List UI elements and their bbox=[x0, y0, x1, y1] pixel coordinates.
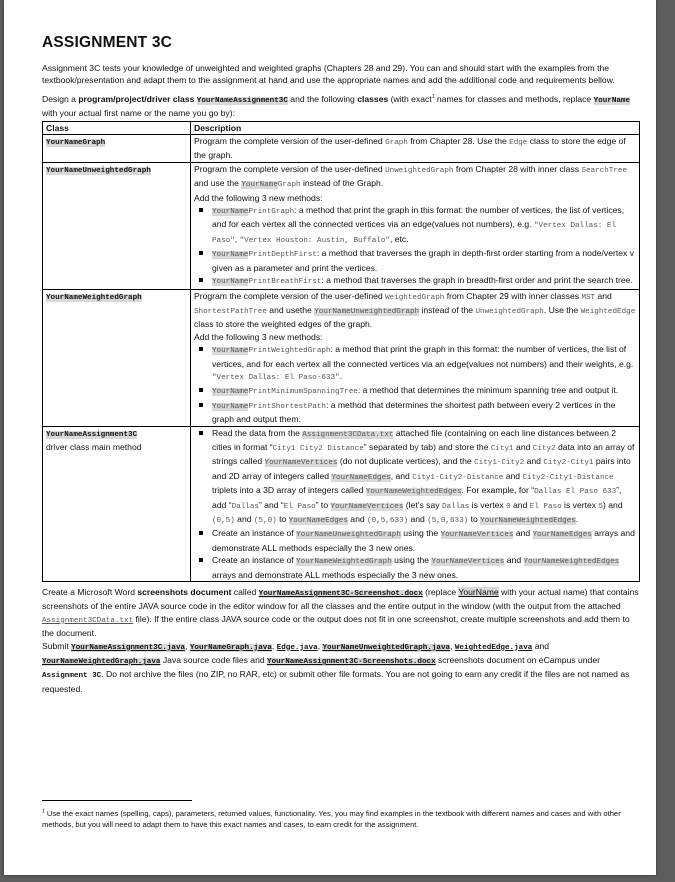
header-class: Class bbox=[43, 121, 191, 134]
footnote: $^1$ Use the exact names (spelling, caps), parameters, returned values, functionality. Yes, you may find examples in the textbook with different names and cases and with other methods, but you will need to adapt them to have this exact names and cases, to earn credit for the assignment. bbox=[42, 808, 621, 829]
submit-paragraph: Submit YourNameAssignment3C.java, YourNameGraph.java, Edge.java, YourNameUnweightedGraph.java, WeightedEdge.java and YourNameWeightedGraph.java Java source code files and YourNameAssignment3C-Screenshots.docx screenshots document on eCampus under Assignment 3C. Do not archive the files (no ZIP, no RAR, etc) or submit other file formats. You are not going to earn any credit if the files are not named as requested. bbox=[42, 640, 630, 694]
driver-steps-list bbox=[194, 427, 636, 581]
list-item: YourNamePrintMinimumSpanningTree: a method that determines the minimum spanning tree and output it. bbox=[212, 384, 636, 398]
intro-paragraph: Assignment 3C tests your knowledge of unweighted and weighted graphs (Chapters 28 and 29). You can and should start with the examples from the textbook/presentation and adapt them to the assignment at hand and use the appropriate names and add the additional code and requirements bellow. bbox=[42, 63, 615, 86]
table-row bbox=[43, 162, 640, 289]
document-content bbox=[42, 34, 640, 695]
table-header-row bbox=[43, 121, 640, 134]
description-cell bbox=[191, 426, 640, 581]
footnote-divider bbox=[42, 800, 192, 801]
description-cell: Program the complete version of the user-defined WeightedGraph from Chapter 29 with inner classes MST and ShortestPathTree and usethe YourNameUnweightedGraph instead of the UnweightedGraph. Use the WeightedEdge class to store the weighted edges of the graph. Add the following 3 new methods: YourNamePrintWeightedGraph: a method that print the graph in this format: the number of vertices, the list of vertices, and for each vertex all the connected vertices via an edge(values not numbers) and their weights, e.g. "Vertex Dallas: El Paso-633". YourNamePrintMinimumSpanningTree: a method that determines the minimum spanning tree and output it. YourNamePrintShortestPath: a method that determines the shortest path between every 2 vertices in the graph and output them. bbox=[191, 289, 640, 426]
footnote-ref: 1 bbox=[431, 93, 435, 100]
table-row bbox=[43, 135, 640, 163]
description-cell: Program the complete version of the user-defined Graph from Chapter 28. Use the Edge class to store the edge of the graph. bbox=[191, 135, 640, 163]
methods-list bbox=[194, 343, 636, 425]
class-name-cell: YourNameWeightedGraph bbox=[43, 289, 191, 426]
description-cell: Program the complete version of the user-defined UnweightedGraph from Chapter 28 with inner class SearchTree and use the YourNameGraph instead of the Graph. Add the following 3 new methods: YourNamePrintGraph: a method that print the graph in this format: the number of vertices, the list of vertices, and for each vertex all the connected vertices via an edge(values not numbers), e.g. "Vertex Dallas: El Paso", "Vertex Houston: Austin, Buffalo", etc. YourNamePrintDepthFirst: a method that traverses the graph in depth-first order starting from a node/vertex v given as a parameter and print the vertices. YourNamePrintBreathFirst: a method that traverses the graph in breadth-first order and print the search tree. bbox=[191, 162, 640, 289]
list-item: Create an instance of YourNameWeightedGraph using the YourNameVertices and YourNameWeightedEdges arrays and demonstrate ALL methods especially the 3 new ones. bbox=[212, 554, 636, 581]
class-name-cell: YourNameGraph bbox=[43, 135, 191, 163]
list-item: YourNamePrintShortestPath: a method that determines the shortest path between every 2 vertices in the graph and output them. bbox=[212, 399, 636, 426]
list-item: YourNamePrintDepthFirst: a method that traverses the graph in depth-first order starting from a node/vertex v given as a parameter and print the vertices. bbox=[212, 248, 634, 273]
list-item: YourNamePrintGraph: a method that print the graph in this format: the number of vertices, the list of vertices, and for each vertex all the connected vertices via an edge(values not numbers), e.g. "Vertex Dallas: El Paso", "Vertex Houston: Austin, Buffalo", etc. bbox=[212, 204, 636, 247]
table-row bbox=[43, 426, 640, 581]
screenshots-paragraph: Create a Microsoft Word screenshots document called YourNameAssignment3C-Screenshot.docx (replace YourName with your actual name) that contains screenshots of the entire JAVA source code in the editor window for all the classes and the entire output in the window (with the output from the attached Assignment3CData.txt file). If the entire class JAVA source code or the output does not fit in one screenshot, create multiple screenshots and add them to the document. bbox=[42, 587, 639, 639]
list-item: YourNamePrintBreathFirst: a method that traverses the graph in breadth-first order and print the search tree. bbox=[212, 274, 636, 288]
list-item: Read the data from the Assignment3CData.txt attached file (containing on each line distances between 2 cities in format “City1 City2 Distance” separated by tab) and store the City1 and City2 data into an array of strings called YourNameVertices (do not duplicate vertices), and the City1-City2 and City2-City1 pairs into and 2D array of integers called YourNameEdges, and City1-City2-Distance and City2-City1-Distance triplets into a 3D array of integers called YourNameWeightedEdges. For example, for “Dallas El Paso 633”, add “Dallas” and “El Paso” to YourNameVertices (let’s say Dallas is vertex 0 and El Paso is vertex 5) and (0,5) and (5,0) to YourNameEdges and (0,5,633) and (5,0,633) to YourNameWeightedEdges. bbox=[212, 427, 636, 528]
assignment-title: ASSIGNMENT 3C bbox=[42, 34, 173, 51]
methods-list bbox=[194, 204, 636, 288]
classes-table bbox=[42, 121, 640, 582]
class-name-cell: YourNameAssignment3C driver class main method bbox=[43, 426, 191, 581]
table-row bbox=[43, 289, 640, 426]
design-paragraph: Design a program/project/driver class YourNameAssignment3C and the following classes (with exact$^1$ names for classes and methods, replace YourName with your actual first name or the name you go by): bbox=[42, 93, 631, 119]
class-name-cell: YourNameUnweightedGraph bbox=[43, 162, 191, 289]
list-item: YourNamePrintWeightedGraph: a method that print the graph in this format: the number of vertices, the list of vertices, and for each vertex all the connected vertices via an edge(values not numbers) and their weights, e.g. "Vertex Dallas: El Paso-633". bbox=[212, 343, 636, 384]
header-description: Description bbox=[191, 121, 640, 134]
document-page bbox=[4, 0, 656, 875]
list-item: Create an instance of YourNameUnweightedGraph using the YourNameVertices and YourNameEdges arrays and demonstrate ALL methods especially the 3 new ones. bbox=[212, 528, 635, 553]
